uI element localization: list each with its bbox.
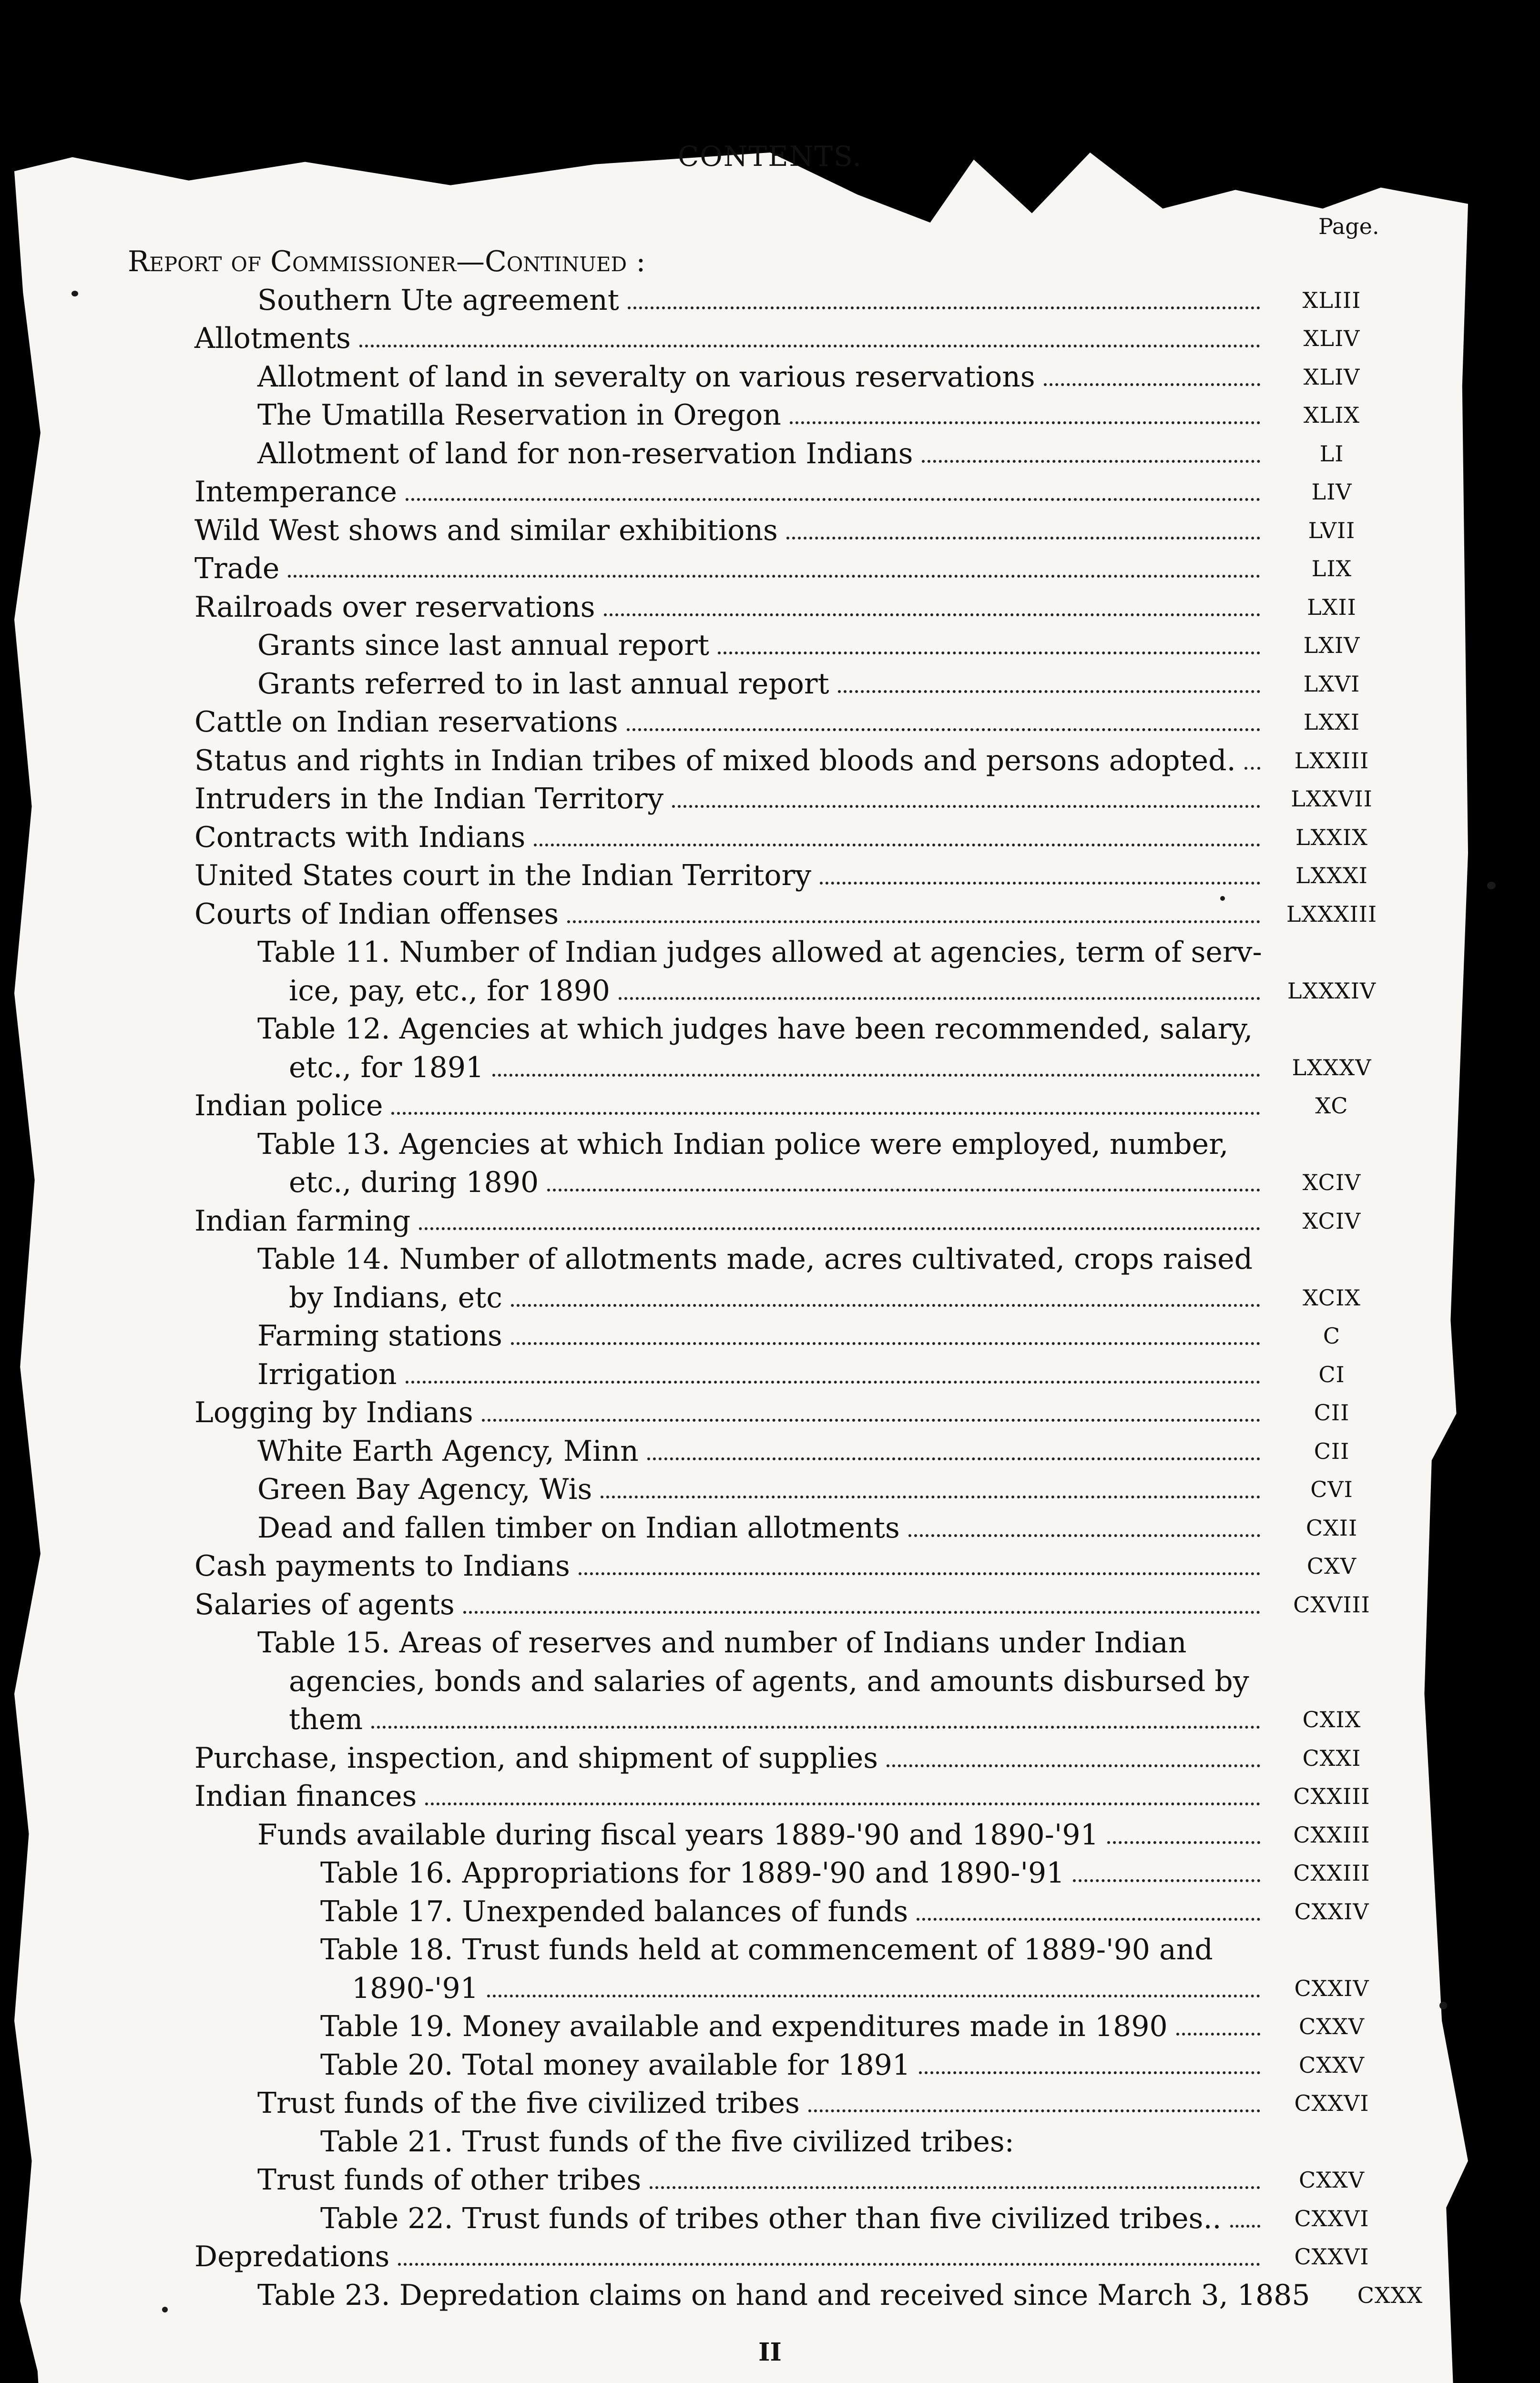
page-title: CONTENTS. bbox=[677, 140, 863, 173]
toc-entry bbox=[194, 473, 1394, 510]
toc-entry-page: LXXIX bbox=[1295, 825, 1368, 850]
dot-leader bbox=[919, 2071, 1260, 2074]
toc-entry bbox=[194, 2238, 1394, 2275]
toc-entry-text: by Indians, etc bbox=[289, 1281, 502, 1314]
toc-entry-page: LXIV bbox=[1303, 632, 1360, 658]
dot-leader bbox=[1073, 1879, 1260, 1882]
dot-leader bbox=[359, 345, 1260, 347]
toc-entry-text: White Earth Agency, Minn bbox=[257, 1435, 639, 1468]
toc-entry-text: agencies, bonds and salaries of agents, and amounts disbursed by bbox=[289, 1665, 1249, 1698]
toc-entry-page: XCIV bbox=[1302, 1208, 1361, 1234]
toc-entry-page: CXII bbox=[1305, 1515, 1358, 1541]
toc-entry-text: Table 20. Total money available for 1891 bbox=[320, 2048, 911, 2082]
toc-entry-text: Indian police bbox=[194, 1089, 383, 1122]
toc-entry-text: Cash payments to Indians bbox=[194, 1549, 570, 1583]
page-column-label: Page. bbox=[1318, 214, 1379, 239]
toc-entry-text: ice, pay, etc., for 1890 bbox=[289, 974, 610, 1008]
dot-leader bbox=[406, 1381, 1261, 1384]
toc-entry bbox=[257, 1624, 1394, 1661]
dot-leader bbox=[604, 613, 1260, 616]
toc-entry-text: Southern Ute agreement bbox=[257, 284, 619, 317]
toc-entry bbox=[194, 589, 1394, 626]
toc-entry-page: C bbox=[1323, 1323, 1341, 1349]
toc-entry-text: Table 11. Number of Indian judges allowed at agencies, term of serv- bbox=[257, 936, 1262, 969]
toc-entry-text: Contracts with Indians bbox=[194, 821, 526, 854]
toc-entry-text: Allotments bbox=[194, 322, 351, 355]
dot-leader bbox=[628, 306, 1260, 309]
toc-entry bbox=[257, 934, 1394, 971]
toc-entry-text: Table 23. Depredation claims on hand and received since March 3, 1885 bbox=[257, 2279, 1310, 2312]
dot-leader bbox=[627, 728, 1260, 731]
toc-entry-text: Trust funds of other tribes bbox=[257, 2163, 642, 2197]
toc-entry bbox=[194, 819, 1394, 856]
dot-leader bbox=[1107, 1841, 1260, 1844]
dot-leader bbox=[398, 2263, 1260, 2266]
toc-entry-text: Table 17. Unexpended balances of funds bbox=[320, 1895, 908, 1928]
toc-entry-text: Logging by Indians bbox=[194, 1396, 473, 1429]
toc-entry-text: Dead and fallen timber on Indian allotments bbox=[257, 1511, 900, 1545]
dot-leader bbox=[1230, 2225, 1260, 2228]
toc-entry-page: CXV bbox=[1306, 1553, 1357, 1579]
toc-entry-page: CXVIII bbox=[1293, 1592, 1370, 1618]
dot-leader bbox=[619, 997, 1260, 1000]
ink-speck bbox=[71, 291, 78, 296]
toc-entry-text: Intruders in the Indian Territory bbox=[194, 782, 664, 815]
toc-entry bbox=[289, 1279, 1394, 1316]
toc-entry-page: XLIV bbox=[1303, 364, 1360, 390]
toc-entry-page: XCIX bbox=[1302, 1285, 1361, 1311]
toc-entry-text: Indian finances bbox=[194, 1780, 417, 1813]
toc-entry bbox=[257, 1471, 1394, 1508]
dot-leader bbox=[492, 1074, 1260, 1077]
dot-leader bbox=[718, 652, 1260, 654]
toc-entry-text: Railroads over reservations bbox=[194, 591, 595, 624]
toc-entry-page: LXXXV bbox=[1292, 1055, 1372, 1080]
toc-entry bbox=[194, 1740, 1394, 1777]
toc-entry bbox=[128, 243, 1394, 280]
toc-entry bbox=[257, 1433, 1394, 1470]
toc-entry bbox=[289, 1663, 1394, 1700]
toc-entry-page: CVI bbox=[1310, 1477, 1353, 1502]
toc-entry-text: Table 15. Areas of reserves and number of Indians under Indian bbox=[257, 1626, 1187, 1660]
toc-entry-page: CXIX bbox=[1302, 1707, 1361, 1732]
toc-entry bbox=[320, 2200, 1394, 2237]
dot-leader bbox=[406, 498, 1260, 501]
toc-entry bbox=[194, 703, 1394, 741]
toc-entry-page: XLIV bbox=[1303, 326, 1360, 351]
toc-entry-page: LXXVII bbox=[1291, 786, 1373, 812]
page-number: II bbox=[758, 2338, 782, 2367]
toc-entry-text: Green Bay Agency, Wis bbox=[257, 1473, 592, 1506]
toc-entry bbox=[289, 972, 1394, 1009]
dot-leader bbox=[790, 421, 1260, 424]
dot-leader bbox=[511, 1342, 1260, 1345]
toc-entry-text: Trust funds of the five civilized tribes bbox=[257, 2087, 800, 2120]
toc-entry-text: Status and rights in Indian tribes of mixed bloods and persons adopted. bbox=[194, 744, 1236, 777]
toc-entry-text: Allotment of land for non-reservation Indians bbox=[257, 437, 913, 470]
toc-entry-page: LXXI bbox=[1303, 709, 1360, 735]
toc-entry-text: etc., during 1890 bbox=[289, 1166, 539, 1199]
toc-entry-page: CXXIII bbox=[1293, 1860, 1370, 1886]
toc-entry-text: Farming stations bbox=[257, 1319, 502, 1353]
toc-entry-text: Table 18. Trust funds held at commencement of 1889-'90 and bbox=[320, 1933, 1213, 1966]
dot-leader bbox=[601, 1496, 1260, 1498]
dot-leader bbox=[786, 537, 1260, 540]
dot-leader bbox=[547, 1189, 1260, 1192]
toc-entry-text: Depredations bbox=[194, 2240, 390, 2273]
toc-entry bbox=[320, 1893, 1394, 1930]
toc-entry-page: CII bbox=[1314, 1400, 1350, 1426]
toc-entry bbox=[194, 742, 1394, 779]
toc-entry bbox=[352, 1970, 1394, 2007]
toc-entry-text: Indian farming bbox=[194, 1204, 411, 1238]
dot-leader bbox=[838, 690, 1260, 693]
toc-entry-text: Table 16. Appropriations for 1889-'90 and 1890-'91 bbox=[320, 1856, 1065, 1890]
dot-leader bbox=[1244, 767, 1260, 770]
toc-entry bbox=[194, 780, 1394, 817]
toc-entry bbox=[257, 1126, 1394, 1163]
toc-entry-page: LIX bbox=[1311, 556, 1352, 581]
toc-entry bbox=[194, 1394, 1394, 1431]
toc-entry-text: Table 13. Agencies at which Indian police were employed, number, bbox=[257, 1128, 1229, 1161]
dot-leader bbox=[1176, 2033, 1260, 2036]
toc-entry bbox=[257, 1241, 1394, 1278]
toc-entry-text: Intemperance bbox=[194, 475, 397, 509]
dot-leader bbox=[579, 1572, 1260, 1575]
toc-entry-text: Wild West shows and similar exhibitions bbox=[194, 514, 778, 547]
toc-entry bbox=[257, 1509, 1394, 1547]
toc-entry bbox=[194, 550, 1394, 587]
toc-entry-text: Report of Commissioner—Continued : bbox=[128, 245, 646, 278]
toc-entry-page: LXXXI bbox=[1295, 863, 1368, 888]
dot-leader bbox=[487, 1995, 1260, 1997]
toc-entry bbox=[257, 1816, 1394, 1853]
toc-entry-text: Purchase, inspection, and shipment of supplies bbox=[194, 1741, 878, 1775]
toc-entry-page: CXXIV bbox=[1294, 1976, 1369, 2001]
toc-entry-text: Table 12. Agencies at which judges have been recommended, salary, bbox=[257, 1012, 1253, 1046]
toc-entry bbox=[194, 896, 1394, 933]
toc-entry-page: CXXX bbox=[1357, 2282, 1423, 2308]
toc-entry-page: LIV bbox=[1311, 479, 1352, 505]
dot-leader bbox=[922, 460, 1260, 463]
toc-entry-page: LXXXIV bbox=[1287, 978, 1377, 1004]
toc-entry-page: CXXI bbox=[1302, 1745, 1361, 1771]
toc-entry-page: CII bbox=[1314, 1438, 1350, 1464]
toc-entry-page: LXII bbox=[1307, 594, 1356, 620]
toc-entry bbox=[320, 2047, 1394, 2084]
dot-leader bbox=[463, 1611, 1260, 1614]
toc-entry-text: Table 14. Number of allotments made, acres cultivated, crops raised bbox=[257, 1242, 1253, 1276]
toc-entry bbox=[257, 397, 1394, 434]
toc-entry bbox=[257, 2085, 1394, 2122]
toc-entry-text: them bbox=[289, 1703, 363, 1736]
toc-entry bbox=[257, 435, 1394, 472]
toc-entry bbox=[194, 1778, 1394, 1815]
toc-entry bbox=[194, 1586, 1394, 1623]
toc-entry bbox=[194, 857, 1394, 894]
toc-entry bbox=[289, 1701, 1394, 1738]
toc-entry-text: United States court in the Indian Territory bbox=[194, 859, 812, 892]
toc-entry bbox=[194, 320, 1394, 357]
toc-entry-text: Funds available during fiscal years 1889-'90 and 1890-'91 bbox=[257, 1818, 1099, 1852]
toc-entry-page: XLIII bbox=[1302, 287, 1361, 313]
toc-entry-text: Table 21. Trust funds of the five civilized tribes: bbox=[320, 2125, 1014, 2159]
toc-entry bbox=[289, 1164, 1394, 1201]
toc-entry-text: Courts of Indian offenses bbox=[194, 897, 559, 931]
toc-entry bbox=[257, 358, 1394, 396]
dot-leader bbox=[391, 1112, 1260, 1115]
toc-entry-page: CXXVI bbox=[1294, 2206, 1369, 2231]
ink-speck bbox=[1487, 882, 1496, 889]
dot-leader bbox=[672, 805, 1260, 808]
toc-entry-text: Table 19. Money available and expenditures made in 1890 bbox=[320, 2010, 1168, 2043]
toc-entry-text: Grants referred to in last annual report bbox=[257, 667, 829, 701]
toc-entry bbox=[194, 1548, 1394, 1585]
toc-entry-text: Table 22. Trust funds of tribes other than five civilized tribes.. bbox=[320, 2202, 1222, 2235]
toc-entry bbox=[320, 2008, 1394, 2045]
toc-entry-text: Allotment of land in severalty on various reservations bbox=[257, 360, 1035, 394]
toc-entry-page: CXXIII bbox=[1293, 1822, 1370, 1848]
toc-entry-page: CXXV bbox=[1299, 2052, 1365, 2078]
toc-entry-page: CXXIII bbox=[1293, 1783, 1370, 1809]
toc-entry-page: XLIX bbox=[1303, 402, 1360, 428]
toc-entry bbox=[289, 1049, 1394, 1086]
toc-entry-page: LXXIII bbox=[1294, 748, 1369, 774]
dot-leader bbox=[419, 1227, 1260, 1230]
dot-leader bbox=[917, 1918, 1260, 1921]
toc-entry-page: CXXIV bbox=[1294, 1899, 1369, 1925]
toc-entry-text: Salaries of agents bbox=[194, 1588, 455, 1621]
toc-entry-page: LXVI bbox=[1303, 671, 1360, 697]
dot-leader bbox=[567, 920, 1260, 923]
toc-entry bbox=[194, 1087, 1394, 1124]
toc-entry bbox=[257, 627, 1394, 664]
dot-leader bbox=[482, 1419, 1260, 1422]
toc-entry bbox=[257, 665, 1394, 703]
dot-leader bbox=[1044, 383, 1260, 386]
toc-entry bbox=[320, 2123, 1394, 2160]
toc-entry-text: Cattle on Indian reservations bbox=[194, 705, 618, 739]
dot-leader bbox=[808, 2109, 1260, 2112]
dot-leader bbox=[534, 844, 1260, 846]
toc-entry-text: Trade bbox=[194, 552, 280, 585]
dot-leader bbox=[511, 1304, 1260, 1307]
toc-entry bbox=[257, 1356, 1394, 1393]
toc-entry-page: CXXVI bbox=[1294, 2090, 1369, 2116]
toc-entry-text: etc., for 1891 bbox=[289, 1051, 484, 1084]
toc-entry-page: XC bbox=[1315, 1093, 1348, 1119]
ink-speck bbox=[1439, 2002, 1447, 2009]
toc-entry bbox=[257, 1317, 1394, 1354]
dot-leader bbox=[887, 1764, 1260, 1767]
dot-leader bbox=[908, 1534, 1260, 1537]
toc-entry bbox=[257, 2161, 1394, 2199]
toc-entry-text: The Umatilla Reservation in Oregon bbox=[257, 398, 781, 432]
dot-leader bbox=[820, 882, 1260, 885]
toc-entry-page: CI bbox=[1318, 1362, 1345, 1387]
toc-entry-text: 1890-'91 bbox=[352, 1972, 479, 2005]
toc-entry-page: CXXV bbox=[1299, 2014, 1365, 2039]
toc-entry bbox=[257, 2277, 1423, 2314]
dot-leader bbox=[650, 2186, 1260, 2189]
toc-entry bbox=[194, 512, 1394, 549]
toc-entry-page: CXXVI bbox=[1294, 2244, 1369, 2270]
toc-entry-page: LVII bbox=[1308, 518, 1356, 543]
dot-leader bbox=[647, 1457, 1260, 1460]
toc-entry-page: XCIV bbox=[1302, 1170, 1361, 1195]
ink-speck bbox=[162, 2307, 168, 2312]
toc-entry bbox=[320, 1854, 1394, 1892]
dot-leader bbox=[288, 575, 1260, 578]
toc-entry-page: LI bbox=[1319, 441, 1344, 467]
toc-entry bbox=[194, 1202, 1394, 1240]
toc-entry-page: CXXV bbox=[1299, 2167, 1365, 2193]
dot-leader bbox=[425, 1803, 1260, 1805]
toc-entry bbox=[320, 1931, 1394, 1968]
toc-entry bbox=[257, 282, 1394, 319]
dot-leader bbox=[371, 1726, 1260, 1729]
toc-entry-text: Irrigation bbox=[257, 1358, 397, 1391]
toc-entry-text: Grants since last annual report bbox=[257, 629, 709, 662]
toc-entry bbox=[257, 1010, 1394, 1048]
toc-entry-page: LXXXIII bbox=[1286, 901, 1377, 927]
